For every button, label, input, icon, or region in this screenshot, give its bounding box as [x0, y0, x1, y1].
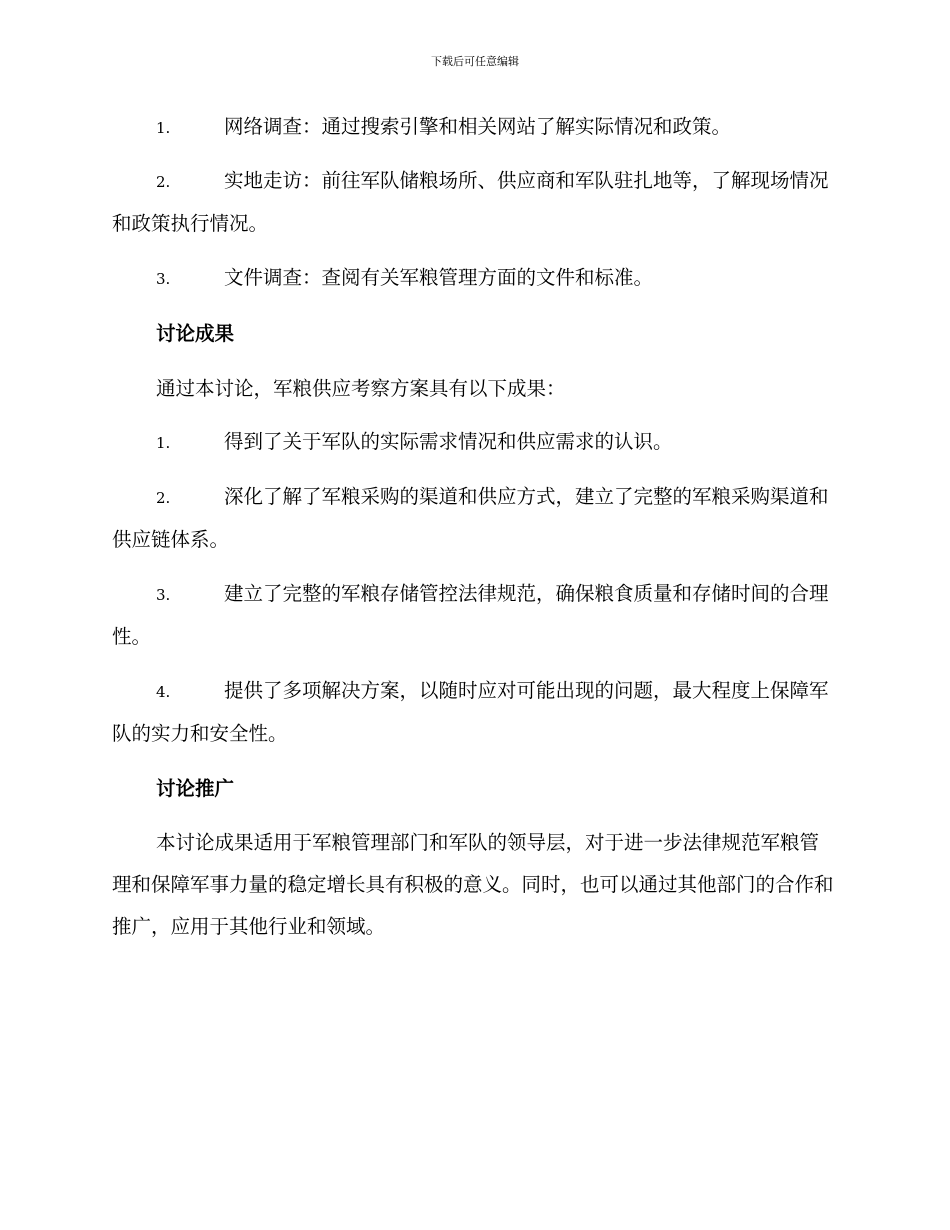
list-text: 文件调查：查阅有关军粮管理方面的文件和标准。: [224, 266, 654, 289]
list-text: 深化了解了军粮采购的渠道和供应方式，建立了完整的军粮采购渠道和供应链体系。: [112, 485, 829, 551]
list-item-result-2: [112, 476, 834, 561]
list-text: 建立了完整的军粮存储管控法律规范，确保粮食质量和存储时间的合理性。: [112, 582, 829, 648]
section-heading-promotion: 讨论推广: [156, 777, 235, 800]
list-text: 网络调查：通过搜索引擎和相关网站了解实际情况和政策。: [224, 115, 732, 138]
promotion-paragraph: 本讨论成果适用于军粮管理部门和军队的领导层，对于进一步法律规范军粮管理和保障军事力量的稳定增长具有积极的意义。同时，也可以通过其他部门的合作和推广，应用于其他行业和领域。: [112, 831, 834, 938]
list-text: 提供了多项解决方案，以随时应对可能出现的问题，最大程度上保障军队的实力和安全性。: [112, 679, 829, 745]
list-number: 3.: [156, 586, 171, 604]
results-intro: 通过本讨论，军粮供应考察方案具有以下成果：: [156, 377, 566, 400]
list-number: 1.: [156, 434, 171, 452]
page-header: 下载后可任意编辑: [431, 55, 519, 68]
list-text: 得到了关于军队的实际需求情况和供应需求的认识。: [224, 430, 673, 453]
list-item-result-3: [112, 573, 834, 658]
list-number: 2.: [156, 489, 171, 507]
list-item-method-1: [112, 106, 834, 149]
list-text: 实地走访：前往军队储粮场所、供应商和军队驻扎地等，了解现场情况和政策执行情况。: [112, 169, 829, 235]
list-number: 3.: [156, 270, 171, 288]
list-item-result-1: [112, 421, 834, 464]
list-item-method-3: [112, 257, 834, 300]
list-number: 2.: [156, 173, 171, 191]
section-heading-results: 讨论成果: [156, 322, 235, 345]
list-item-result-4: [112, 670, 834, 755]
list-number: 4.: [156, 683, 171, 701]
list-item-method-2: [112, 160, 834, 245]
list-number: 1.: [156, 119, 171, 137]
